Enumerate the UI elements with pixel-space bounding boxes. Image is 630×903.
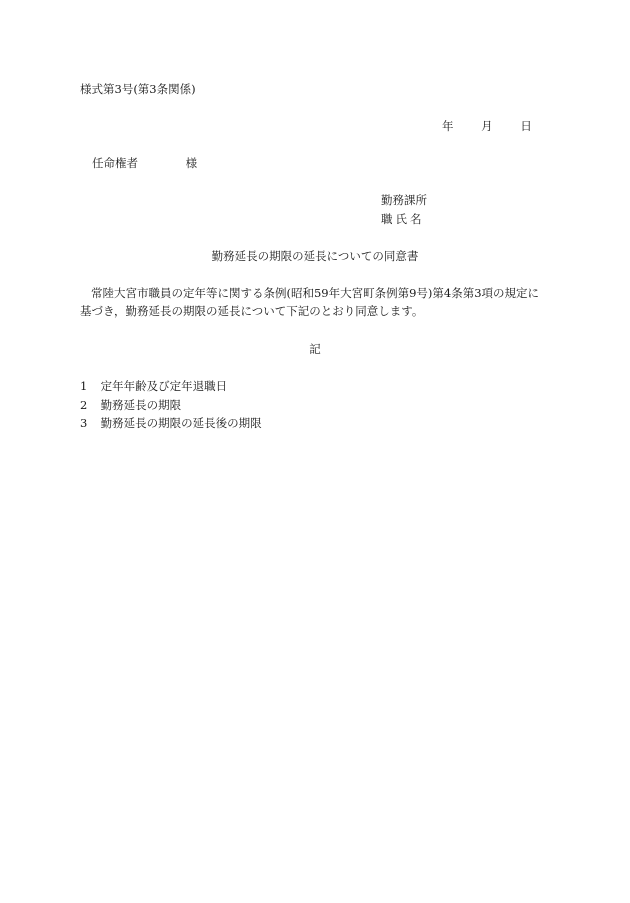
addressee-honorific: 様 [185, 156, 198, 170]
addressee-name: 任命権者 [92, 156, 138, 170]
date-month-label: 月 [481, 119, 493, 133]
date-day-label: 日 [520, 119, 532, 133]
document-title: 勤務延長の期限の延長についての同意書 [211, 249, 419, 263]
ki-heading: 記 [309, 342, 321, 356]
list-item [80, 399, 181, 413]
list-item-number: 2 [80, 398, 88, 412]
list-item-text: 勤務延長の期限の延長後の期限 [100, 416, 262, 430]
form-number: 様式第3号(第3条関係) [80, 82, 196, 96]
date-line [442, 120, 532, 134]
addressee [92, 157, 197, 171]
list-item [80, 380, 227, 394]
list-item-text: 定年年齢及び定年退職日 [100, 379, 228, 393]
body-text-line-2: 基づき，勤務延長の期限の延長について下記のとおり同意します。 [80, 304, 424, 318]
sender-official-name: 職氏名 [381, 212, 425, 226]
sender-department: 勤務課所 [381, 193, 427, 207]
list-item-number: 1 [80, 379, 88, 393]
list-item-number: 3 [80, 416, 88, 430]
body-text-line-1: 常陸大宮市職員の定年等に関する条例(昭和59年大宮町条例第9号)第4条第3項の規定に [91, 286, 540, 300]
date-year-label: 年 [442, 119, 454, 133]
list-item [80, 417, 262, 431]
list-item-text: 勤務延長の期限 [100, 398, 182, 412]
